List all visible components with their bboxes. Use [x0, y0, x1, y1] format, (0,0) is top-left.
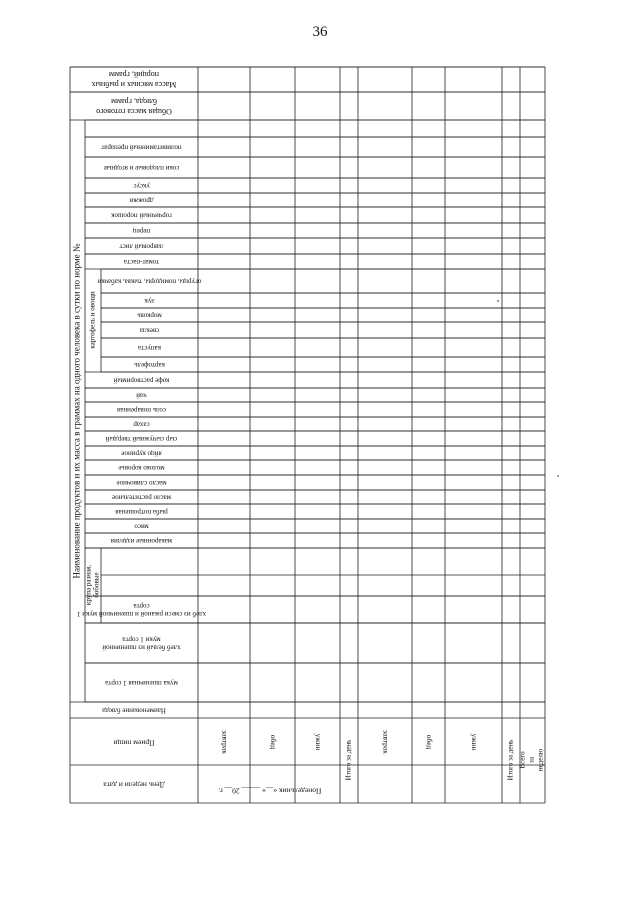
vegetables-group-label: картофель и овощи	[88, 291, 97, 349]
meal-label: завтрак	[220, 730, 230, 754]
total-mass-header-line: Общая масса готового	[96, 107, 172, 117]
vegetable-label: огурцы, помидоры, тыква, кабачки	[97, 277, 202, 286]
product-label: кофе растворимый	[113, 376, 170, 385]
product-label: сыр сычужный твердый	[105, 434, 178, 443]
product-label: мясо	[134, 522, 149, 531]
total-mass-header	[96, 97, 172, 116]
product-label: масло растительное	[111, 493, 172, 502]
fish-meat-mass-header-line: Масса мясных и рыбных	[91, 80, 177, 90]
product-label: рыба потрошеная	[115, 507, 168, 516]
vegetable-label: свекла	[139, 326, 160, 335]
product-label: масло сливочное	[116, 478, 167, 487]
meal-label: обед	[424, 734, 434, 750]
page-number: 36	[312, 24, 328, 40]
meal-label: ужин	[469, 733, 479, 751]
product-label-line: муки 1 сорта	[122, 635, 161, 644]
day-total-label: Итого за день	[344, 739, 353, 781]
week-total-label-line: Всего	[518, 751, 527, 769]
product-label: дрожжи	[129, 196, 154, 205]
grain-group-label-line: бобовые	[92, 572, 101, 598]
total-mass-header-line: блюда, грамм	[110, 97, 158, 107]
product-label: соки плодовые и ягодные	[103, 163, 180, 172]
product-label: уксус	[133, 181, 150, 190]
vegetable-label: лук	[144, 296, 155, 305]
meal-label: обед	[268, 734, 278, 750]
product-label: томат-паста	[123, 257, 160, 266]
vegetable-label: морковь	[137, 311, 162, 320]
product-label: чай	[136, 391, 147, 400]
week-total-label-line: неделю	[536, 748, 545, 772]
product-label: яйцо куриное	[121, 449, 162, 458]
product-label	[102, 635, 180, 651]
week-total-label	[519, 749, 545, 771]
scan-speck	[497, 300, 499, 302]
fish-meat-mass-header-line: порций, грамм	[108, 70, 160, 80]
product-label-line: хлеб белый из пшеничной	[102, 643, 181, 652]
product-label	[76, 602, 206, 618]
product-label: молоко коровье	[118, 463, 165, 472]
product-label-line: сорта	[133, 601, 150, 610]
meal-label: завтрак	[381, 730, 391, 754]
vegetable-label: капуста	[138, 343, 161, 352]
week-total-label-line: за	[527, 757, 536, 763]
dish-name-header: Наименование блюда	[102, 706, 166, 715]
grain-group-label-line: крупа разная,	[84, 564, 93, 606]
day-total-label: Итого за день	[506, 739, 515, 781]
product-label: лавровый лист	[119, 242, 164, 251]
fish-meat-mass-header	[92, 70, 177, 89]
meal-label: ужин	[313, 733, 323, 751]
product-label: мука пшеничная 1 сорта	[105, 678, 178, 687]
product-label: сахар	[133, 420, 150, 429]
meal-header: Прием пищи	[113, 738, 155, 748]
product-label: поливитаминный препарат	[101, 143, 182, 152]
day-date-header: День недели и дата	[103, 780, 165, 790]
product-label: соль поваренная	[117, 405, 166, 414]
grain-group-label	[85, 565, 101, 605]
product-label-line: хлеб из смеси ржаной и пшеничной муки 1	[76, 609, 207, 618]
vegetable-label: картофель	[134, 360, 165, 369]
product-label: горчичный порошок	[111, 211, 172, 220]
product-label: макаронные изделия	[110, 536, 173, 545]
day-date-line: Понедельник «__» _____ 20__ г.	[218, 786, 322, 796]
product-label: перец	[132, 226, 151, 235]
table-title: Наименование продуктов и их масса в граммах на одного человека в сутки по норме №	[71, 243, 82, 579]
scan-speck	[557, 475, 559, 477]
